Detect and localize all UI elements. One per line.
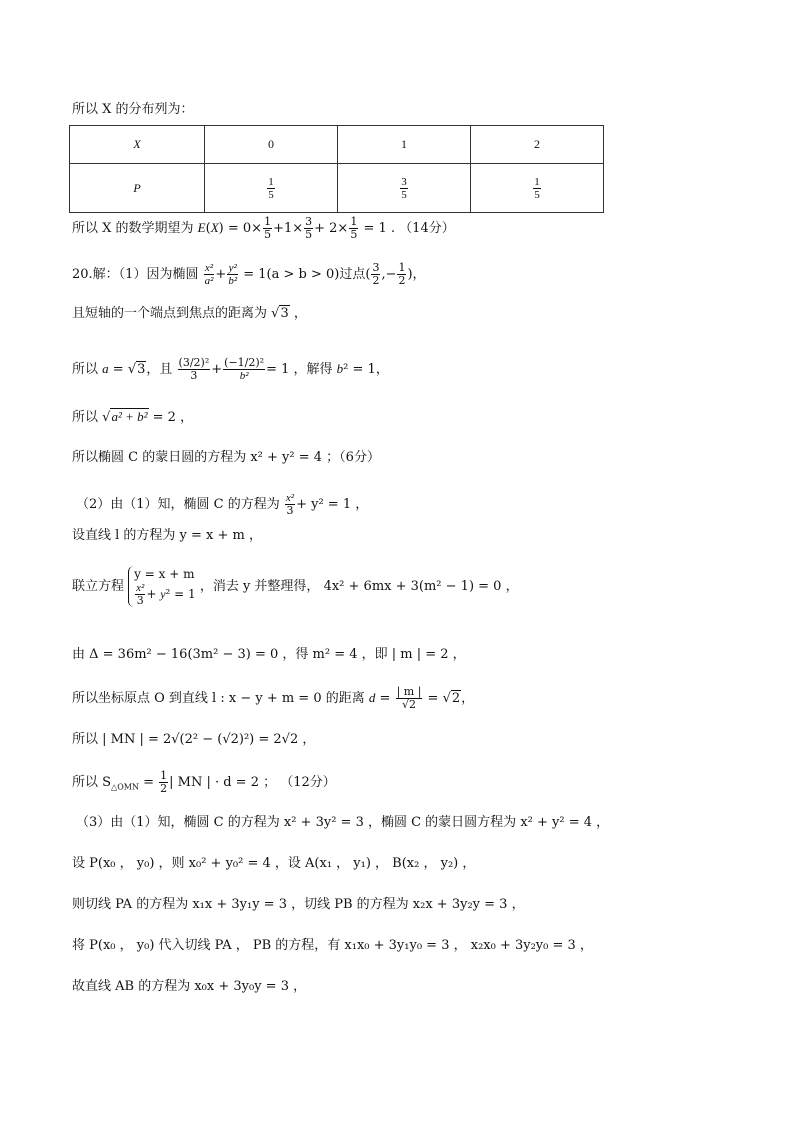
probability-fraction: $\frac{3}{5}$ [401, 175, 407, 201]
problem-20-line: 20.解：（1）因为椭圆 $\frac{\text{x²}}{\text{a²}}$ + $\frac{\text{y²}}{\text{b²}}$ = 1(a > b > 0)过点( $\frac{3}{2}$ ,− $\frac{1}{2}$ )， [72, 261, 426, 287]
table-cell: P [70, 164, 205, 213]
line-equation: 设直线 l 的方程为 y = x + m ， [72, 528, 263, 543]
score-note: （14分） [399, 221, 455, 236]
score-note: （6分） [339, 450, 380, 465]
solve-a-line: 所以 a = √3，且 $\frac{\text{(3/2)²}}{3}$ + $\frac{\text{(−1/2)²}}{\text{b²}}$ = 1 ，解得 b² = 1， [72, 356, 389, 382]
table-cell [338, 164, 471, 213]
table-cell: 1 [338, 126, 471, 164]
table-cell [205, 164, 338, 213]
score-note: （12分） [280, 775, 336, 790]
substitution-line: 将 P(x₀ ， y₀) 代入切线 PA ， PB 的方程，有 x₁x₀ + 3y₁y₀ = 3 ， x₂x₀ + 3y₂y₀ = 3 ， [72, 938, 593, 953]
system-line: 联立方程 y = x + m $\frac{\text{x²}}{3}$ + y² = 1 ，消去 y 并整理得， 4x² + 6mx + 3(m² − 1) = 0 ， [72, 567, 519, 607]
table-cell: 2 [471, 126, 604, 164]
equation-system: y = x + m $\frac{\text{x²}}{3}$ + y² = 1 [128, 566, 196, 607]
table-row [70, 164, 604, 213]
table-row [70, 126, 604, 164]
chord-length-line: 所以 | MN | = 2√(2² − (√2)²) = 2√2 ， [72, 732, 316, 747]
distribution-intro: 所以 X 的分布列为： [72, 102, 194, 117]
probability-fraction: $\frac{1}{5}$ [268, 175, 274, 201]
expectation-line: 所以 X 的数学期望为 E(X) = 0× $\frac{1}{5}$ +1× $\frac{3}{5}$ + 2× $\frac{1}{5}$ = 1 . （14分） [72, 215, 455, 241]
table-cell [471, 164, 604, 213]
tangent-line: 则切线 PA 的方程为 x₁x + 3y₁y = 3 ，切线 PB 的方程为 x₂x + 3y₂y = 3 ， [72, 897, 525, 912]
sqrt-sum-line: 所以 √a² + b² = 2 ， [72, 409, 194, 425]
ab-line: 故直线 AB 的方程为 x₀x + 3y₀y = 3 ， [72, 979, 307, 994]
part-2-line: （2）由（1）知，椭圆 C 的方程为 $\frac{\text{x²}}{3}$ + y² = 1 ， [76, 492, 369, 517]
table-cell: X [70, 126, 205, 164]
short-axis-line: 且短轴的一个端点到焦点的距离为 √3 ， [72, 306, 307, 321]
part-3-line: （3）由（1）知，椭圆 C 的方程为 x² + 3y² = 3 ，椭圆 C 的蒙日圆方程为 x² + y² = 4 ， [76, 815, 610, 830]
distribution-table [69, 125, 604, 213]
distance-line: 所以坐标原点 O 到直线 l : x − y + m = 0 的距离 d = $\frac{| m |}{√2}$ = √2， [72, 685, 475, 711]
points-line: 设 P(x₀ ， y₀) ，则 x₀² + y₀² = 4 ，设 A(x₁ ， y₁) ， B(x₂ ， y₂) ， [72, 856, 476, 871]
area-line: 所以 $S_{\triangle OMN}$ = $\frac{1}{2}$ | MN | · d = 2 ； （12分） [72, 769, 336, 795]
delta-line: 由 Δ = 36m² − 16(3m² − 3) = 0 ，得 m² = 4 ，即 | m | = 2 ， [72, 647, 466, 662]
monge-circle-line: 所以椭圆 C 的蒙日圆的方程为 x² + y² = 4 ；（6分） [72, 450, 380, 465]
probability-fraction: $\frac{1}{5}$ [534, 175, 540, 201]
table-cell: 0 [205, 126, 338, 164]
